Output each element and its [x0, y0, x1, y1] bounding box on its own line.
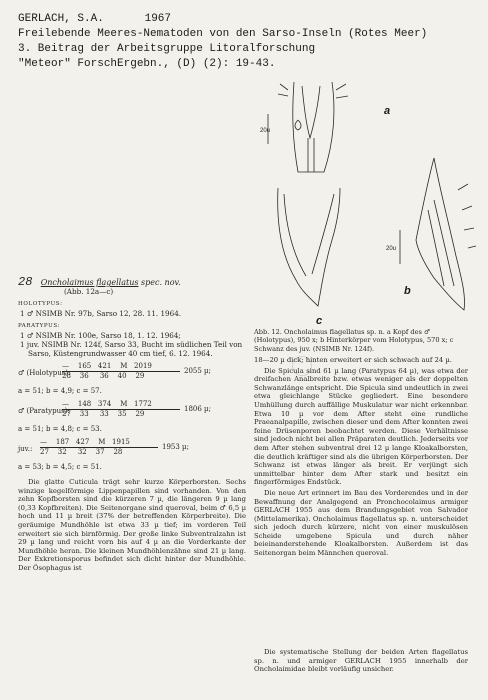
formula-top: — 148 374 M 1772 [62, 400, 152, 408]
label-a: a [384, 105, 391, 117]
oesophagus [308, 138, 314, 172]
bibliographic-header [18, 12, 478, 72]
species-number: 28 [18, 275, 33, 289]
tail-inner-c2 [312, 194, 334, 274]
nematode-drawing [258, 80, 478, 328]
paragraph-systematics: Die systematische Stellung der beiden Arten flagellatus sp. n. und armiger GERLACH 1955 innerhalb der Oncholaimidae bleibt vorläufig unsicher. [254, 648, 468, 674]
ratio-paratypus: a = 51; b = 4,8; c = 53. [18, 425, 102, 433]
formula-holotypus [18, 362, 246, 386]
paratypus-label: PARATYPUS: [18, 323, 61, 329]
caudal-setae [458, 184, 476, 248]
tail-outline-c [278, 188, 340, 306]
species-name: Oncholaimus flagellatus [40, 278, 139, 287]
formula-bottom: 27 33 33 35 29 [62, 410, 145, 418]
head-outline [293, 82, 334, 172]
year: 1967 [144, 13, 172, 25]
formula-top: — 165 421 M 2019 [62, 362, 152, 370]
species-description [18, 275, 246, 573]
paragraph-comparison: Die neue Art erinnert im Bau des Vorderendes und in der Bewaffnung der Analgegend an Pronchocolaimus armiger GERLACH 1955 aus dem Brandungsgebiet von Salvador (Mittelamerika). Oncholaimus flagellatus sp. n. unterscheidet sich jedoch durch kürzere, nicht von einer muskulösen Scheide umgebene Spicula und durch näher beieinanderstehende Kloakalborsten. Außerdem ist das Seitenorgan beim Männchen queroval. [254, 488, 468, 558]
paratypus-entry-2: 1 juv. NSIMB Nr. 124f, Sarso 33, Bucht im südlichen Teil von Sarso, Küstengrundwasser 40 cm tief, 6. 12. 1964. [20, 340, 243, 358]
header-line-3: 3. Beitrag der Arbeitsgruppe Litoralforschung [18, 43, 316, 55]
formula-bottom: 27 32 32 37 28 [40, 448, 123, 456]
body-text-right [254, 356, 468, 560]
head-setae [278, 84, 348, 98]
scale-label-top: 20u [260, 128, 271, 134]
hind-body-outline-b [416, 158, 465, 310]
ratio-juvenile: a = 53; b = 4,5; c = 51. [18, 463, 102, 471]
author: GERLACH, S.A. [18, 13, 104, 25]
header-line-2: Freilebende Meeres-Nematoden von den Sarso-Inseln (Rotes Meer) [18, 28, 428, 40]
holotypus-entry: 1 ♂ NSIMB Nr. 97b, Sarso 12, 28. 11. 1964. [20, 309, 182, 318]
formula-label: ♂ (Paratypus): [18, 407, 70, 415]
amphid [295, 120, 301, 130]
paragraph-spicula: Die Spicula sind 61 µ lang (Paratypus 64 µ), was etwa der dreifachen Analbreite bzw. etwas weniger als der doppelten Schwanzlänge entspricht. Die Spicula sind undeutlich in zwei etwa gleichlange Stücke gegliedert. Eine besondere Umhüllung durch auffällige Muskulatur war nicht erkennbar. Etwa 10 µ vor dem After steht eine rundliche Praeanalpapille, zwischen dieser und dem After konnten zwei feine Drüsenporen beobachtet werden. Diese Verhältnisse sind jedoch nicht bei allen Präparaten deutlich. Jederseits vor dem After stehen subventral drei 12 µ lange Kloakalborsten, die deutlich kräftiger sind als die übrigen Körperborsten. Der Schwanz ist etwas länger als breit. Er verjüngt sich unmittelbar hinter dem After stark und besitzt ein fingerförmiges Endstück. [254, 366, 468, 487]
formula-result: 2055 µ; [184, 367, 211, 375]
formula-label: ♂ (Holotypus): [18, 369, 71, 377]
formula-label: juv.: [18, 445, 33, 453]
formula-top: — 187 427 M 1915 [40, 438, 130, 446]
label-b: b [404, 285, 411, 297]
paragraph-continuation: 18—20 µ dick; hinten erweitert er sich schwach auf 24 µ. [254, 356, 452, 364]
ratio-holotypus: a = 51; b = 4,9; c = 57. [18, 387, 102, 395]
buccal-cavity [302, 86, 320, 138]
paratypus-entry-1: 1 ♂ NSIMB Nr. 100e, Sarso 18, 1. 12. 1964; [20, 331, 181, 340]
tail-inner-c [284, 194, 306, 276]
species-title [41, 278, 181, 287]
holotypus-label: HOLOTYPUS: [18, 301, 63, 307]
figure-12 [258, 80, 478, 328]
header-line-1 [18, 12, 478, 27]
formula-result: 1806 µ; [184, 405, 211, 413]
formula-bottom: 28 36 36 40 29 [62, 372, 145, 380]
formula-juvenile [18, 438, 246, 462]
body-paragraph-left: Die glatte Cuticula trägt sehr kurze Körperborsten. Sechs winzige kegelförmige Lippenpapillen sind vorhanden. Von den zehn Kopfborsten sind die kürzeren 7 µ, die längeren 9 µ lang (0,33 Kopfbreiten). Die Seitenorgane sind queroval, beim ♂ 6,5 µ hoch und 11 µ breit (37% der betreffenden Körperbreite). Die geräumige Mundhöhle ist etwa 33 µ tief; im vorderen Teil erweitert sie sich birnförmig. Der große linke Subventralzahn ist 29 µ lang und reicht vorn bis auf 4 µ an die Vorderkante der Mundhöhle heran. Die kleinen Mundhöhlenzähne sind 21 µ lang. Der Exkretionsporus befindet sich dicht hinter der Mundhöhle. Der Ösophagus ist [18, 478, 246, 572]
figure-caption: Abb. 12. Oncholaimus flagellatus sp. n. a Kopf des ♂ (Holotypus), 950 x; b Hinterkörper vom Holotypus, 570 x; c Schwanz des juv. (NSIMB Nr. 124f). [254, 328, 454, 353]
label-c: c [316, 315, 323, 327]
header-line-4: "Meteor" ForschErgebn., (D) (2): 19-43. [18, 58, 276, 70]
species-status: spec. nov. [141, 278, 181, 287]
spicula [428, 200, 454, 286]
scale-label-bottom: 20u [386, 246, 397, 252]
formula-result: 1953 µ; [162, 443, 189, 451]
formula-paratypus [18, 400, 246, 424]
species-fig-ref: (Abb. 12a—c) [64, 287, 114, 296]
